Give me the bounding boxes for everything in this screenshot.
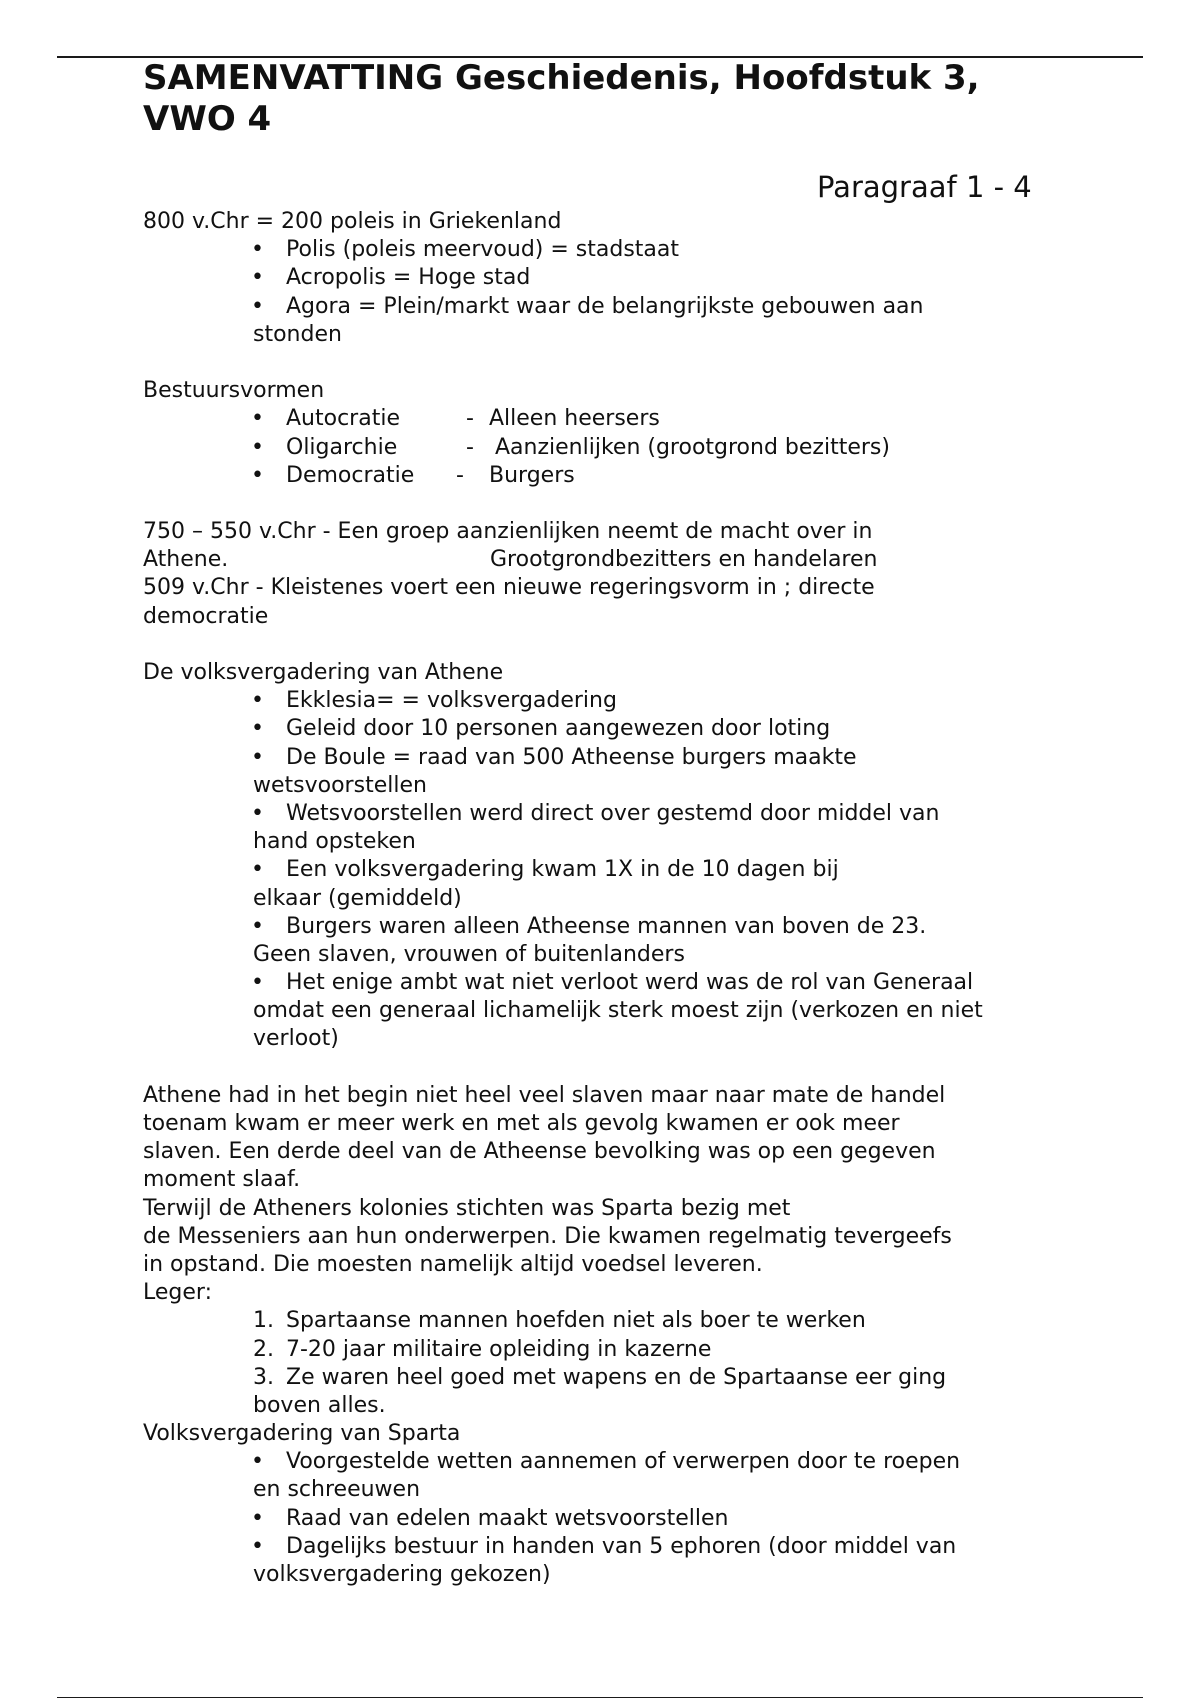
- list-item-continuation: hand opsteken: [253, 829, 416, 855]
- event-line: 750 – 550 v.Chr - Een groep aanzienlijken neemt de macht over in: [143, 519, 873, 545]
- list-item: • Acropolis = Hoge stad: [143, 264, 1073, 292]
- bullet-icon: •: [251, 434, 264, 460]
- list-item: • Geleid door 10 personen aangewezen door loting: [143, 715, 1073, 743]
- list-item-continuation: en schreeuwen: [253, 1477, 421, 1503]
- bullet-icon: •: [251, 265, 264, 291]
- paragraph-heading: Paragraaf 1 - 4: [817, 170, 1032, 204]
- bullet-icon: •: [251, 913, 264, 939]
- intro-line: 800 v.Chr = 200 poleis in Griekenland: [143, 209, 562, 234]
- bullet-icon: •: [251, 1533, 264, 1559]
- bullet-icon: •: [251, 716, 264, 742]
- list-item-continuation: verloot): [253, 1026, 339, 1052]
- section-heading: Volksvergadering van Sparta: [143, 1421, 461, 1447]
- list-item-continuation: stonden: [253, 321, 342, 347]
- list-item-continuation: elkaar (gemiddeld): [253, 885, 462, 911]
- list-item: • Polis (poleis meervoud) = stadstaat: [143, 236, 1073, 264]
- bullet-icon: •: [251, 406, 264, 432]
- section-heading: Bestuursvormen: [143, 378, 325, 404]
- bottom-rule: [57, 1697, 1143, 1698]
- list-item: • Autocratie - Alleen heersers: [143, 405, 1073, 433]
- section-heading: De volksvergadering van Athene: [143, 660, 504, 685]
- bullet-icon: •: [251, 1505, 264, 1531]
- bullet-icon: •: [251, 744, 264, 770]
- event-line: 509 v.Chr - Kleistenes voert een nieuwe regeringsvorm in ; directe: [143, 575, 875, 601]
- paragraph-line: moment slaaf.: [143, 1167, 301, 1193]
- bullet-icon: •: [251, 1449, 264, 1475]
- bullet-icon: •: [251, 800, 264, 826]
- bullet-icon: •: [251, 293, 264, 319]
- list-item-continuation: omdat een generaal lichamelijk sterk moest zijn (verkozen en niet: [253, 998, 983, 1024]
- list-item: • Burgers waren alleen Atheense mannen van boven de 23.: [143, 913, 1073, 941]
- list-item: • Dagelijks bestuur in handen van 5 ephoren (door middel van: [143, 1533, 1073, 1561]
- list-item: • Een volksvergadering kwam 1X in de 10 dagen bij: [143, 856, 1073, 884]
- numbered-item: 2. 7-20 jaar militaire opleiding in kazerne: [253, 1336, 712, 1362]
- list-item: • Oligarchie - Aanzienlijken (grootgrond bezitters): [143, 434, 1073, 462]
- event-line: Athene. Grootgrondbezitters en handelaren: [143, 547, 878, 573]
- list-item: • Raad van edelen maakt wetsvoorstellen: [143, 1505, 1073, 1533]
- list-item: • Democratie - Burgers: [143, 462, 1073, 490]
- list-item: • De Boule = raad van 500 Atheense burgers maakte: [143, 744, 1073, 772]
- section-heading: Leger:: [143, 1280, 212, 1306]
- list-item: • Wetsvoorstellen werd direct over gestemd door middel van: [143, 800, 1073, 828]
- list-item: • Ekklesia= = volksvergadering: [143, 687, 1073, 715]
- list-item-continuation: volksvergadering gekozen): [253, 1562, 551, 1587]
- bullet-icon: •: [251, 970, 264, 996]
- paragraph-line: de Messeniers aan hun onderwerpen. Die kwamen regelmatig tevergeefs: [143, 1223, 952, 1249]
- numbered-item-continuation: boven alles.: [253, 1392, 386, 1418]
- paragraph-line: in opstand. Die moesten namelijk altijd voedsel leveren.: [143, 1251, 763, 1277]
- paragraph-line: slaven. Een derde deel van de Atheense bevolking was op een gegeven: [143, 1139, 936, 1165]
- numbered-item: 1. Spartaanse mannen hoefden niet als boer te werken: [253, 1308, 866, 1334]
- paragraph-line: Athene had in het begin niet heel veel slaven maar naar mate de handel: [143, 1082, 946, 1108]
- bullet-icon: •: [251, 237, 264, 263]
- event-line: democratie: [143, 603, 269, 629]
- paragraph-line: Terwijl de Atheners kolonies stichten was Sparta bezig met: [143, 1195, 791, 1221]
- list-item-continuation: wetsvoorstellen: [253, 772, 427, 798]
- list-item: • Het enige ambt wat niet verloot werd was de rol van Generaal: [143, 969, 1073, 997]
- bullet-icon: •: [251, 688, 264, 714]
- list-item: • Voorgestelde wetten aannemen of verwerpen door te roepen: [143, 1448, 1073, 1476]
- list-item: • Agora = Plein/markt waar de belangrijkste gebouwen aan: [143, 293, 1073, 321]
- numbered-item: 3. Ze waren heel goed met wapens en de Spartaanse eer ging: [253, 1364, 947, 1390]
- paragraph-line: toenam kwam er meer werk en met als gevolg kwamen er ook meer: [143, 1111, 900, 1136]
- bullet-icon: •: [251, 462, 264, 488]
- bullet-icon: •: [251, 857, 264, 883]
- document-body: [143, 208, 1073, 1589]
- list-item-continuation: Geen slaven, vrouwen of buitenlanders: [253, 941, 685, 967]
- document-title: SAMENVATTING Geschiedenis, Hoofdstuk 3, VWO 4: [143, 58, 980, 139]
